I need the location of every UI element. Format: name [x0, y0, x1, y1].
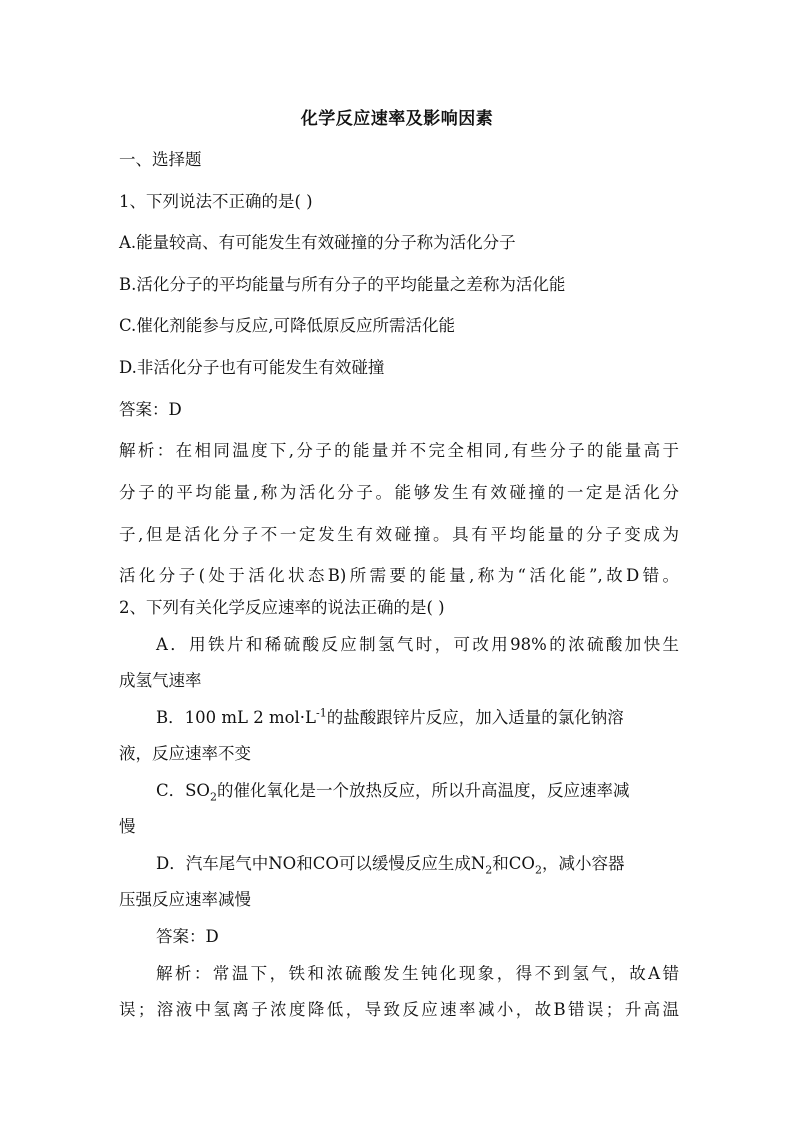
- q1-option-c: C.催化剂能参与反应,可降低原反应所需活化能: [119, 316, 456, 335]
- q2-answer: 答案：D: [156, 927, 219, 946]
- q1-stem: 1、下列说法不正确的是( ): [119, 192, 313, 211]
- q1-option-b: B.活化分子的平均能量与所有分子的平均能量之差称为活化能: [119, 275, 566, 294]
- q2-option-b-line1: [156, 708, 679, 728]
- q2-option-d-text-end: ，减小容器: [541, 854, 625, 873]
- q2-option-b-text: B．100 mL 2 mol·L: [156, 708, 317, 727]
- q1-explanation-line: 子,但是活化分子不一定发生有效碰撞。具有平均能量的分子变成为: [119, 525, 679, 544]
- q2-option-d-line2: 压强反应速率减慢: [119, 890, 251, 909]
- q2-stem: 2、下列有关化学反应速率的说法正确的是( ): [119, 598, 445, 617]
- q1-option-a: A.能量较高、有可能发生有效碰撞的分子称为活化分子: [119, 233, 516, 252]
- section-heading: 一、选择题: [119, 150, 202, 169]
- page-title: 化学反应速率及影响因素: [300, 109, 494, 129]
- q2-option-a-line2: 成氢气速率: [119, 671, 202, 690]
- q2-explanation-line2: 误；溶液中氢离子浓度降低，导致反应速率减小，故B错误；升高温: [119, 1000, 679, 1019]
- q2-option-a-line1: A．用铁片和稀硫酸反应制氢气时，可改用98%的浓硫酸加快生: [156, 635, 679, 654]
- q2-option-c-text: C．SO: [156, 781, 210, 800]
- q2-option-b-text-cont: 的盐酸跟锌片反应，加入适量的氯化钠溶: [326, 708, 624, 727]
- q1-explanation-line: 活化分子(处于活化状态B)所需要的能量,称为“活化能”,故D错。: [119, 566, 679, 585]
- q2-option-d-subscript: 2: [534, 863, 542, 877]
- q2-option-c-line1: [156, 781, 679, 804]
- q2-option-d-line1: [156, 854, 679, 877]
- q1-explanation-line: 分子的平均能量,称为活化分子。能够发生有效碰撞的一定是活化分: [119, 483, 679, 502]
- q2-option-c-text-cont: 的催化氧化是一个放热反应，所以升高温度，反应速率减: [216, 781, 630, 800]
- q1-option-d: D.非活化分子也有可能发生有效碰撞: [119, 358, 385, 377]
- q2-option-b-line2: 液，反应速率不变: [119, 744, 251, 763]
- q2-option-c-subscript: 2: [209, 790, 217, 804]
- q2-option-d-text: D．汽车尾气中NO和CO可以缓慢反应生成N: [156, 854, 486, 873]
- q2-explanation-line1: 解析：常温下，铁和浓硫酸发生钝化现象，得不到氢气，故A错: [156, 964, 679, 983]
- q1-explanation-line: 解析：在相同温度下,分子的能量并不完全相同,有些分子的能量高于: [119, 441, 679, 460]
- q2-option-d-subscript: 2: [485, 863, 493, 877]
- q2-option-c-line2: 慢: [119, 817, 136, 836]
- q2-option-d-text-cont: 和CO: [492, 854, 535, 873]
- q2-option-b-superscript: -1: [316, 706, 327, 720]
- q1-answer: 答案：D: [119, 400, 182, 419]
